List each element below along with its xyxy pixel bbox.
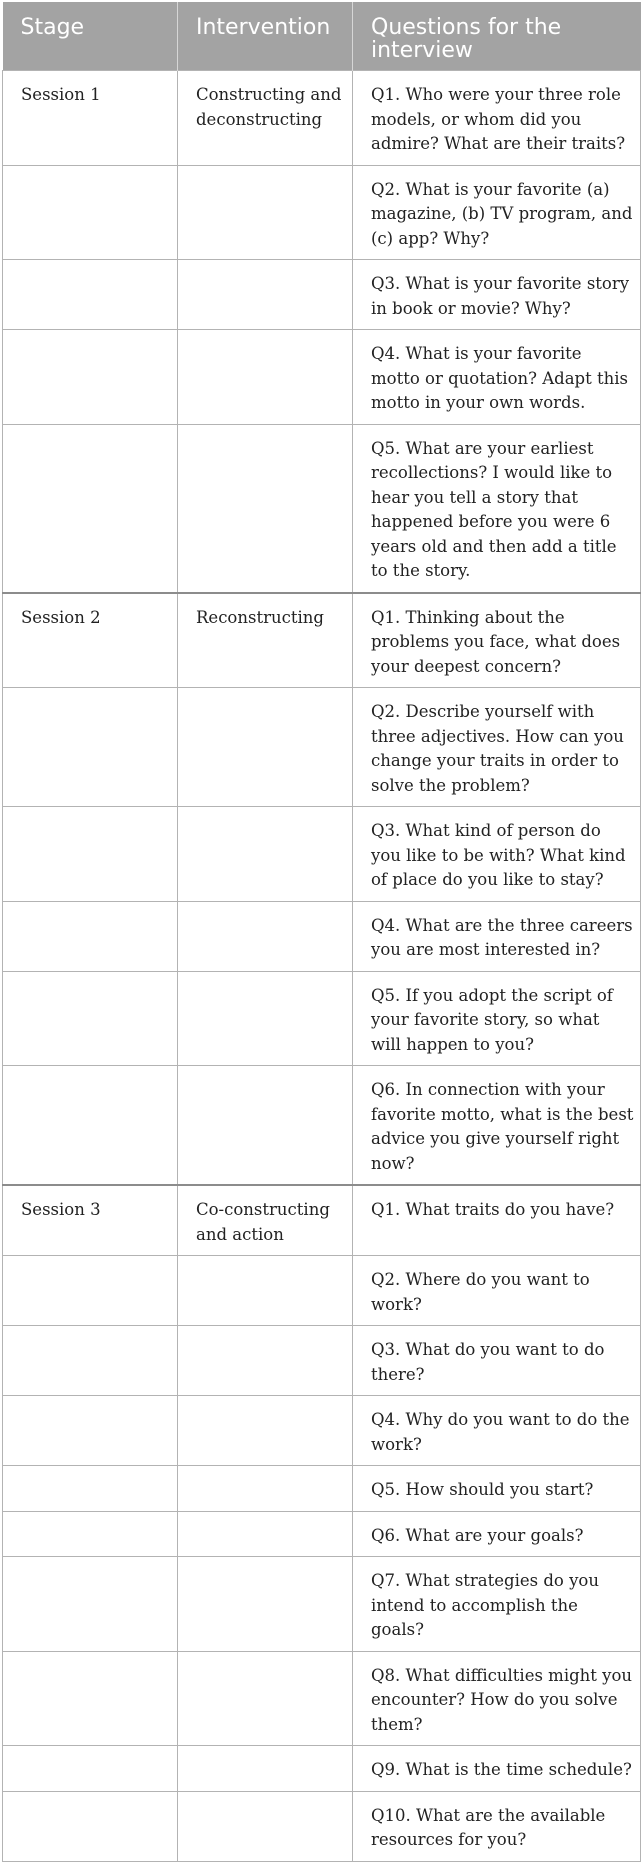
stage-cell bbox=[3, 1466, 178, 1512]
stage-cell bbox=[3, 1326, 178, 1396]
question-cell: Q10. What are the available resources for you? bbox=[353, 1791, 641, 1861]
question-cell: Q4. What is your favorite motto or quotation? Adapt this motto in your own words. bbox=[353, 330, 641, 425]
intervention-cell bbox=[178, 424, 353, 593]
intervention-cell bbox=[178, 1396, 353, 1466]
intervention-cell bbox=[178, 1746, 353, 1792]
stage-cell bbox=[3, 1746, 178, 1792]
intervention-cell bbox=[178, 1791, 353, 1861]
question-cell: Q1. Who were your three role models, or whom did you admire? What are their traits? bbox=[353, 71, 641, 166]
stage-cell bbox=[3, 424, 178, 593]
table-header-row bbox=[3, 2, 641, 71]
table-row bbox=[3, 1746, 641, 1792]
intervention-cell bbox=[178, 1651, 353, 1746]
intervention-cell bbox=[178, 901, 353, 971]
intervention-cell bbox=[178, 1066, 353, 1186]
table-row bbox=[3, 901, 641, 971]
question-cell: Q1. Thinking about the problems you face, what does your deepest concern? bbox=[353, 593, 641, 688]
question-cell: Q5. If you adopt the script of your favorite story, so what will happen to you? bbox=[353, 971, 641, 1066]
stage-cell bbox=[3, 688, 178, 807]
stage-cell bbox=[3, 1256, 178, 1326]
question-cell: Q5. How should you start? bbox=[353, 1466, 641, 1512]
stage-cell bbox=[3, 1557, 178, 1652]
stage-cell bbox=[3, 1651, 178, 1746]
table-row bbox=[3, 1511, 641, 1557]
question-cell: Q8. What difficulties might you encounter? How do you solve them? bbox=[353, 1651, 641, 1746]
table-row bbox=[3, 165, 641, 260]
stage-cell: Session 1 bbox=[3, 71, 178, 166]
question-cell: Q3. What kind of person do you like to be with? What kind of place do you like to stay? bbox=[353, 807, 641, 902]
question-cell: Q6. What are your goals? bbox=[353, 1511, 641, 1557]
header-questions: Questions for the interview bbox=[353, 2, 641, 71]
table-row bbox=[3, 1256, 641, 1326]
table-row bbox=[3, 593, 641, 688]
stage-cell bbox=[3, 1396, 178, 1466]
table-row bbox=[3, 1791, 641, 1861]
table-row bbox=[3, 1326, 641, 1396]
question-cell: Q2. Describe yourself with three adjectives. How can you change your traits in order to solve the problem? bbox=[353, 688, 641, 807]
table-row bbox=[3, 1651, 641, 1746]
question-cell: Q4. What are the three careers you are most interested in? bbox=[353, 901, 641, 971]
question-cell: Q3. What do you want to do there? bbox=[353, 1326, 641, 1396]
table-row bbox=[3, 330, 641, 425]
table-row bbox=[3, 971, 641, 1066]
question-cell: Q2. Where do you want to work? bbox=[353, 1256, 641, 1326]
stage-cell bbox=[3, 330, 178, 425]
question-cell: Q2. What is your favorite (a) magazine, (b) TV program, and (c) app? Why? bbox=[353, 165, 641, 260]
table-row bbox=[3, 1185, 641, 1256]
stage-cell bbox=[3, 971, 178, 1066]
table-row bbox=[3, 260, 641, 330]
stage-cell bbox=[3, 165, 178, 260]
intervention-cell: Co-constructing and action bbox=[178, 1185, 353, 1256]
intervention-cell bbox=[178, 1326, 353, 1396]
header-stage: Stage bbox=[3, 2, 178, 71]
interview-table bbox=[2, 2, 641, 1862]
question-cell: Q9. What is the time schedule? bbox=[353, 1746, 641, 1792]
stage-cell bbox=[3, 901, 178, 971]
intervention-cell bbox=[178, 688, 353, 807]
question-cell: Q3. What is your favorite story in book or movie? Why? bbox=[353, 260, 641, 330]
intervention-cell bbox=[178, 1557, 353, 1652]
stage-cell bbox=[3, 1791, 178, 1861]
intervention-cell: Constructing and deconstructing bbox=[178, 71, 353, 166]
stage-cell bbox=[3, 260, 178, 330]
table-row bbox=[3, 1557, 641, 1652]
table-row bbox=[3, 688, 641, 807]
question-cell: Q1. What traits do you have? bbox=[353, 1185, 641, 1256]
intervention-cell: Reconstructing bbox=[178, 593, 353, 688]
intervention-cell bbox=[178, 1256, 353, 1326]
intervention-cell bbox=[178, 807, 353, 902]
question-cell: Q6. In connection with your favorite motto, what is the best advice you give yourself right now? bbox=[353, 1066, 641, 1186]
intervention-cell bbox=[178, 260, 353, 330]
intervention-cell bbox=[178, 165, 353, 260]
table-row bbox=[3, 71, 641, 166]
stage-cell: Session 2 bbox=[3, 593, 178, 688]
table-row bbox=[3, 807, 641, 902]
question-cell: Q7. What strategies do you intend to accomplish the goals? bbox=[353, 1557, 641, 1652]
intervention-cell bbox=[178, 971, 353, 1066]
table-row bbox=[3, 1066, 641, 1186]
stage-cell bbox=[3, 1066, 178, 1186]
stage-cell bbox=[3, 807, 178, 902]
stage-cell bbox=[3, 1511, 178, 1557]
intervention-cell bbox=[178, 330, 353, 425]
intervention-cell bbox=[178, 1511, 353, 1557]
table-row bbox=[3, 1396, 641, 1466]
intervention-cell bbox=[178, 1466, 353, 1512]
table-row bbox=[3, 1466, 641, 1512]
question-cell: Q5. What are your earliest recollections? I would like to hear you tell a story that happened before you were 6 years old and then add a title to the story. bbox=[353, 424, 641, 593]
stage-cell: Session 3 bbox=[3, 1185, 178, 1256]
table-row bbox=[3, 424, 641, 593]
header-intervention: Intervention bbox=[178, 2, 353, 71]
question-cell: Q4. Why do you want to do the work? bbox=[353, 1396, 641, 1466]
interview-table-container bbox=[2, 2, 640, 1862]
